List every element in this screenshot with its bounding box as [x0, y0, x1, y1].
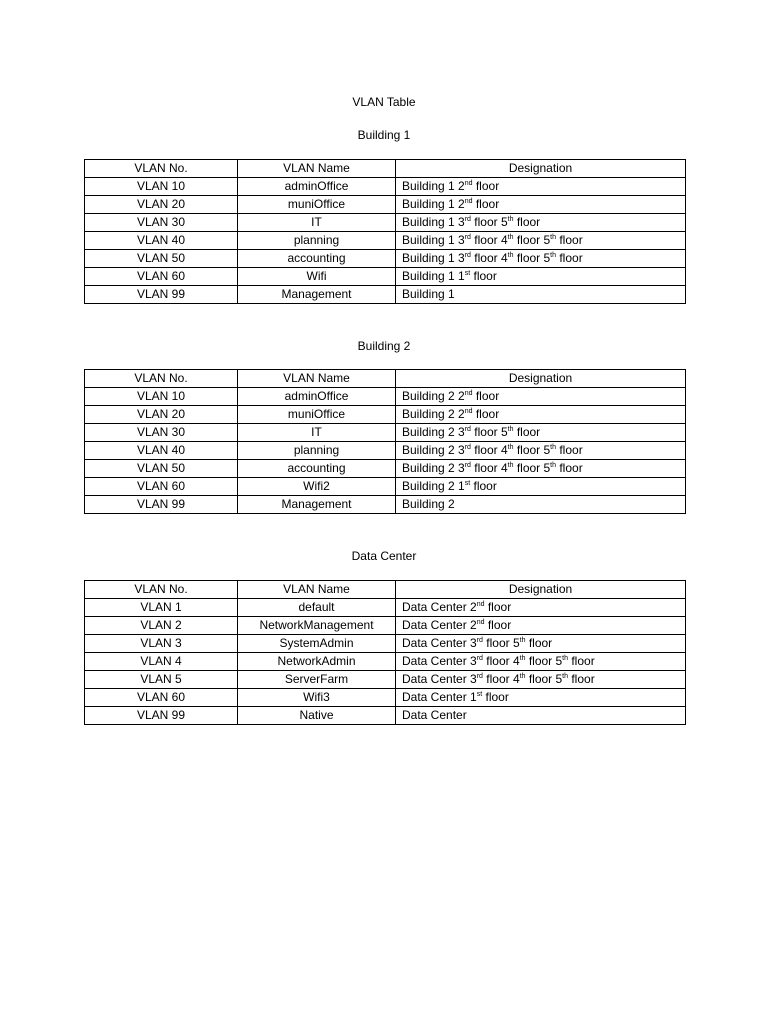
cell-vlan-name: adminOffice: [238, 388, 396, 406]
cell-vlan-name: IT: [238, 214, 396, 232]
designation-text: floor: [556, 233, 583, 247]
designation-text: floor 4: [470, 251, 508, 265]
designation-text: floor 5: [513, 251, 551, 265]
designation-text: Building 1 3: [402, 233, 465, 247]
designation-text: Building 1 2: [402, 197, 465, 211]
ordinal-suffix: st: [464, 270, 471, 277]
ordinal-suffix: nd: [476, 601, 485, 608]
section-title-building-2: Building 2: [357, 339, 411, 353]
cell-vlan-name: NetworkAdmin: [238, 653, 396, 671]
cell-vlan-name: Wifi3: [238, 689, 396, 707]
designation-text: floor 5: [513, 443, 551, 457]
designation-text: Building 1 3: [402, 215, 465, 229]
cell-vlan-name: Management: [238, 496, 396, 514]
designation-text: Building 2 2: [402, 407, 465, 421]
cell-vlan-name: Native: [238, 707, 396, 725]
cell-designation: [396, 689, 686, 707]
table-row: [85, 599, 686, 617]
designation-text: floor 5: [470, 425, 508, 439]
ordinal-suffix: st: [476, 691, 483, 698]
ordinal-suffix: rd: [464, 462, 471, 469]
designation-text: floor: [470, 479, 497, 493]
cell-vlan-no: VLAN 2: [85, 617, 238, 635]
designation-text: floor 5: [470, 215, 508, 229]
designation-text: Building 2 2: [402, 389, 465, 403]
designation-text: floor 5: [482, 636, 520, 650]
designation-text: Building 2: [402, 497, 455, 511]
ordinal-suffix: th: [507, 444, 514, 451]
cell-vlan-no: VLAN 99: [85, 707, 238, 725]
cell-vlan-no: VLAN 60: [85, 268, 238, 286]
designation-text: floor: [568, 654, 595, 668]
ordinal-suffix: rd: [464, 234, 471, 241]
cell-designation: [396, 478, 686, 496]
designation-text: floor: [472, 407, 500, 421]
cell-vlan-name: adminOffice: [238, 178, 396, 196]
designation-text: Data Center: [402, 708, 467, 722]
ordinal-suffix: th: [550, 252, 557, 259]
designation-text: Building 2 3: [402, 425, 465, 439]
table-body: [85, 178, 686, 304]
designation-text: Building 1 3: [402, 251, 465, 265]
header-designation: Designation: [396, 581, 686, 599]
vlan-table-building-2: [84, 369, 686, 514]
cell-vlan-name: IT: [238, 424, 396, 442]
designation-text: floor: [513, 215, 541, 229]
cell-vlan-no: VLAN 40: [85, 442, 238, 460]
cell-vlan-no: VLAN 4: [85, 653, 238, 671]
ordinal-suffix: th: [550, 444, 557, 451]
table-row: [85, 653, 686, 671]
designation-text: floor 5: [513, 461, 551, 475]
designation-text: Data Center 1: [402, 690, 477, 704]
table-row: [85, 250, 686, 268]
ordinal-suffix: nd: [464, 390, 473, 397]
designation-text: floor 4: [470, 233, 508, 247]
cell-vlan-name: default: [238, 599, 396, 617]
cell-vlan-name: Management: [238, 286, 396, 304]
table-header-row: [85, 370, 686, 388]
document-title: VLAN Table: [352, 95, 416, 109]
ordinal-suffix: th: [519, 655, 526, 662]
cell-designation: [396, 442, 686, 460]
table-row: [85, 178, 686, 196]
designation-text: Building 2 1: [402, 479, 465, 493]
ordinal-suffix: nd: [464, 408, 473, 415]
cell-vlan-no: VLAN 10: [85, 178, 238, 196]
header-vlan-name: VLAN Name: [238, 370, 396, 388]
ordinal-suffix: th: [562, 655, 569, 662]
ordinal-suffix: th: [507, 216, 514, 223]
designation-text: Building 1 1: [402, 269, 465, 283]
cell-vlan-name: Wifi: [238, 268, 396, 286]
ordinal-suffix: nd: [464, 180, 473, 187]
cell-designation: [396, 214, 686, 232]
vlan-table-building-1: [84, 159, 686, 304]
cell-designation: [396, 286, 686, 304]
table-body: [85, 388, 686, 514]
cell-designation: [396, 268, 686, 286]
designation-text: floor 4: [470, 461, 508, 475]
designation-text: floor 5: [525, 654, 563, 668]
table-row: [85, 232, 686, 250]
cell-vlan-name: muniOffice: [238, 196, 396, 214]
cell-vlan-no: VLAN 99: [85, 496, 238, 514]
ordinal-suffix: nd: [464, 198, 473, 205]
cell-vlan-no: VLAN 60: [85, 689, 238, 707]
designation-text: floor 4: [482, 672, 520, 686]
designation-text: floor: [472, 197, 500, 211]
table-row: [85, 496, 686, 514]
table-row: [85, 442, 686, 460]
cell-designation: [396, 178, 686, 196]
table-header-row: [85, 160, 686, 178]
designation-text: Data Center 3: [402, 636, 477, 650]
table-row: [85, 214, 686, 232]
designation-text: floor: [525, 636, 553, 650]
table-row: [85, 286, 686, 304]
table-body: [85, 599, 686, 725]
designation-text: Data Center 2: [402, 600, 477, 614]
table-header-row: [85, 581, 686, 599]
cell-designation: [396, 460, 686, 478]
designation-text: floor: [556, 461, 583, 475]
table-row: [85, 424, 686, 442]
cell-designation: [396, 671, 686, 689]
ordinal-suffix: th: [519, 637, 526, 644]
ordinal-suffix: th: [507, 234, 514, 241]
table-row: [85, 268, 686, 286]
header-vlan-no: VLAN No.: [85, 370, 238, 388]
ordinal-suffix: st: [464, 480, 471, 487]
section-title-building-1: Building 1: [357, 128, 411, 142]
ordinal-suffix: rd: [476, 637, 483, 644]
cell-vlan-name: planning: [238, 442, 396, 460]
ordinal-suffix: th: [519, 673, 526, 680]
cell-vlan-name: SystemAdmin: [238, 635, 396, 653]
header-vlan-name: VLAN Name: [238, 160, 396, 178]
designation-text: floor: [556, 251, 583, 265]
cell-designation: [396, 635, 686, 653]
cell-vlan-name: accounting: [238, 250, 396, 268]
designation-text: floor: [484, 618, 512, 632]
cell-vlan-no: VLAN 40: [85, 232, 238, 250]
ordinal-suffix: th: [507, 252, 514, 259]
cell-vlan-no: VLAN 30: [85, 214, 238, 232]
vlan-table-data-center: [84, 580, 686, 725]
cell-designation: [396, 599, 686, 617]
ordinal-suffix: rd: [464, 252, 471, 259]
ordinal-suffix: th: [550, 234, 557, 241]
cell-vlan-no: VLAN 30: [85, 424, 238, 442]
cell-designation: [396, 653, 686, 671]
cell-vlan-name: Wifi2: [238, 478, 396, 496]
ordinal-suffix: rd: [464, 216, 471, 223]
cell-vlan-no: VLAN 99: [85, 286, 238, 304]
cell-vlan-name: NetworkManagement: [238, 617, 396, 635]
table-row: [85, 478, 686, 496]
table-row: [85, 196, 686, 214]
designation-text: Building 2 3: [402, 443, 465, 457]
designation-text: floor: [484, 600, 512, 614]
ordinal-suffix: nd: [476, 619, 485, 626]
designation-text: Building 1: [402, 287, 455, 301]
section-title-data-center: Data Center: [351, 549, 417, 563]
table-row: [85, 617, 686, 635]
cell-vlan-no: VLAN 10: [85, 388, 238, 406]
ordinal-suffix: th: [507, 462, 514, 469]
cell-vlan-no: VLAN 5: [85, 671, 238, 689]
cell-vlan-no: VLAN 1: [85, 599, 238, 617]
ordinal-suffix: rd: [476, 673, 483, 680]
designation-text: floor: [482, 690, 509, 704]
cell-designation: [396, 232, 686, 250]
cell-vlan-no: VLAN 20: [85, 406, 238, 424]
designation-text: floor: [568, 672, 595, 686]
header-vlan-name: VLAN Name: [238, 581, 396, 599]
cell-designation: [396, 707, 686, 725]
table-row: [85, 707, 686, 725]
ordinal-suffix: th: [562, 673, 569, 680]
cell-designation: [396, 424, 686, 442]
cell-vlan-name: planning: [238, 232, 396, 250]
designation-text: floor: [556, 443, 583, 457]
header-designation: Designation: [396, 370, 686, 388]
cell-designation: [396, 496, 686, 514]
designation-text: Building 2 3: [402, 461, 465, 475]
designation-text: Data Center 2: [402, 618, 477, 632]
cell-vlan-no: VLAN 50: [85, 250, 238, 268]
table-row: [85, 671, 686, 689]
ordinal-suffix: rd: [476, 655, 483, 662]
designation-text: Data Center 3: [402, 654, 477, 668]
ordinal-suffix: th: [507, 426, 514, 433]
designation-text: Building 1 2: [402, 179, 465, 193]
cell-designation: [396, 196, 686, 214]
cell-vlan-name: accounting: [238, 460, 396, 478]
table-row: [85, 635, 686, 653]
table-row: [85, 689, 686, 707]
cell-vlan-no: VLAN 60: [85, 478, 238, 496]
designation-text: Data Center 3: [402, 672, 477, 686]
designation-text: floor: [472, 389, 500, 403]
designation-text: floor 5: [525, 672, 563, 686]
cell-vlan-no: VLAN 20: [85, 196, 238, 214]
designation-text: floor 4: [470, 443, 508, 457]
ordinal-suffix: rd: [464, 426, 471, 433]
cell-vlan-no: VLAN 3: [85, 635, 238, 653]
designation-text: floor 5: [513, 233, 551, 247]
table-row: [85, 460, 686, 478]
ordinal-suffix: th: [550, 462, 557, 469]
cell-designation: [396, 406, 686, 424]
cell-vlan-name: muniOffice: [238, 406, 396, 424]
cell-designation: [396, 388, 686, 406]
table-row: [85, 388, 686, 406]
designation-text: floor: [472, 179, 500, 193]
cell-vlan-name: ServerFarm: [238, 671, 396, 689]
designation-text: floor: [513, 425, 541, 439]
header-vlan-no: VLAN No.: [85, 160, 238, 178]
table-row: [85, 406, 686, 424]
designation-text: floor: [470, 269, 497, 283]
header-designation: Designation: [396, 160, 686, 178]
cell-designation: [396, 250, 686, 268]
cell-designation: [396, 617, 686, 635]
cell-vlan-no: VLAN 50: [85, 460, 238, 478]
ordinal-suffix: rd: [464, 444, 471, 451]
header-vlan-no: VLAN No.: [85, 581, 238, 599]
designation-text: floor 4: [482, 654, 520, 668]
